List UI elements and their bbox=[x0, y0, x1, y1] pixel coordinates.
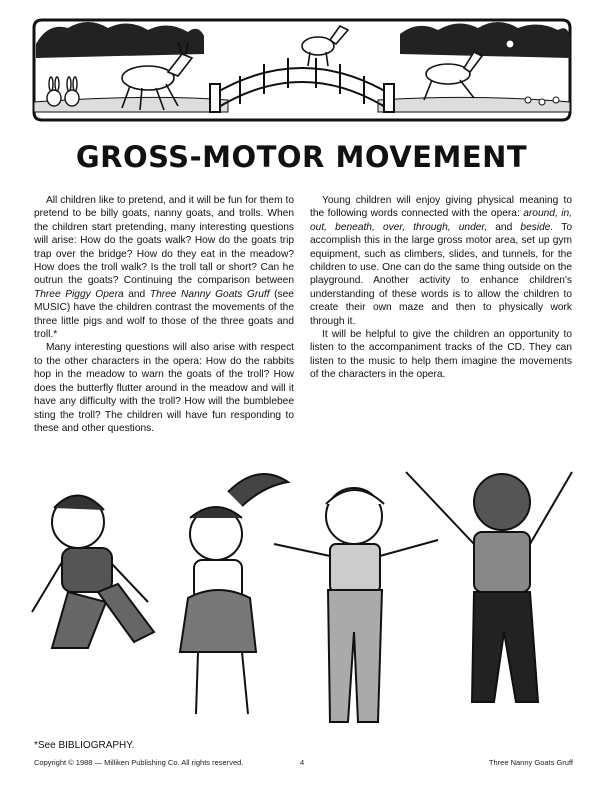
right-paragraph-2: It will be helpful to give the children an opportunity to listen to the accompaniment tracks of the CD. They can listen to the music to help them imagine the movements of the characters in the opera. bbox=[310, 329, 572, 381]
banner-illustration bbox=[28, 14, 576, 126]
child-arms-up-icon bbox=[406, 472, 572, 702]
bridge-icon bbox=[210, 58, 394, 112]
page-title: GROSS-MOTOR MOVEMENT bbox=[75, 140, 528, 174]
meadow-ground bbox=[34, 97, 228, 112]
left-paragraph-2: Many interesting questions will also arise with respect to the other characters in the opera: How do the rabbits hop in the meadow to warn the goats of the troll? How does the butterfly flutter around in the meadow and will it have any difficulty with the troll? How will the bumblebee sting the troll? The children will have fun responding to these and other questions. bbox=[34, 342, 294, 434]
left-column bbox=[34, 194, 294, 435]
copyright-text: Copyright © 1988 — Milliken Publishing Co. All rights reserved. bbox=[34, 758, 244, 767]
right-column bbox=[310, 194, 572, 382]
page-number: 4 bbox=[300, 758, 305, 767]
right-paragraph-1: Young children will enjoy giving physical meaning to the following words connected with the opera: around, in, out, beneath, over, through, under, and beside. To accomplish this in the large gross motor area, set up gym equipment, such as climbers, slides, and tunnels, for the children to use. One can do the same thing outside on the playground. Another activity to enhance children's understanding of these words is to allow the children to create their own maze and then to physically work through it. bbox=[310, 195, 572, 327]
child-crouching-icon bbox=[32, 495, 154, 648]
children-illustration bbox=[28, 452, 576, 740]
footnote: *See BIBLIOGRAPHY. bbox=[34, 740, 135, 751]
goat-icon-bridge bbox=[302, 26, 348, 66]
book-title: Three Nanny Goats Gruff bbox=[488, 758, 573, 767]
foliage-border bbox=[36, 22, 570, 58]
goat-icon-right bbox=[424, 52, 482, 100]
left-paragraph-1: All children like to pretend, and it will be fun for them to pretend to be billy goats, nanny goats, and trolls. When the children start pretending, many interesting questions will arise: How do the goats walk? How do the goats trip trap over the bridge? How do they eat in the meadow? How does the troll walk? Is the troll tall or short? Can he outrun the goats? Continuing the comparison between Three Piggy Opera and Three Nanny Goats Gruff (see MUSIC) have the children contrast the movements of the three little pigs and wolf to those of the three goats and troll.* bbox=[34, 195, 294, 341]
child-squatting-icon bbox=[180, 474, 288, 714]
child-overalls-icon bbox=[274, 488, 438, 722]
